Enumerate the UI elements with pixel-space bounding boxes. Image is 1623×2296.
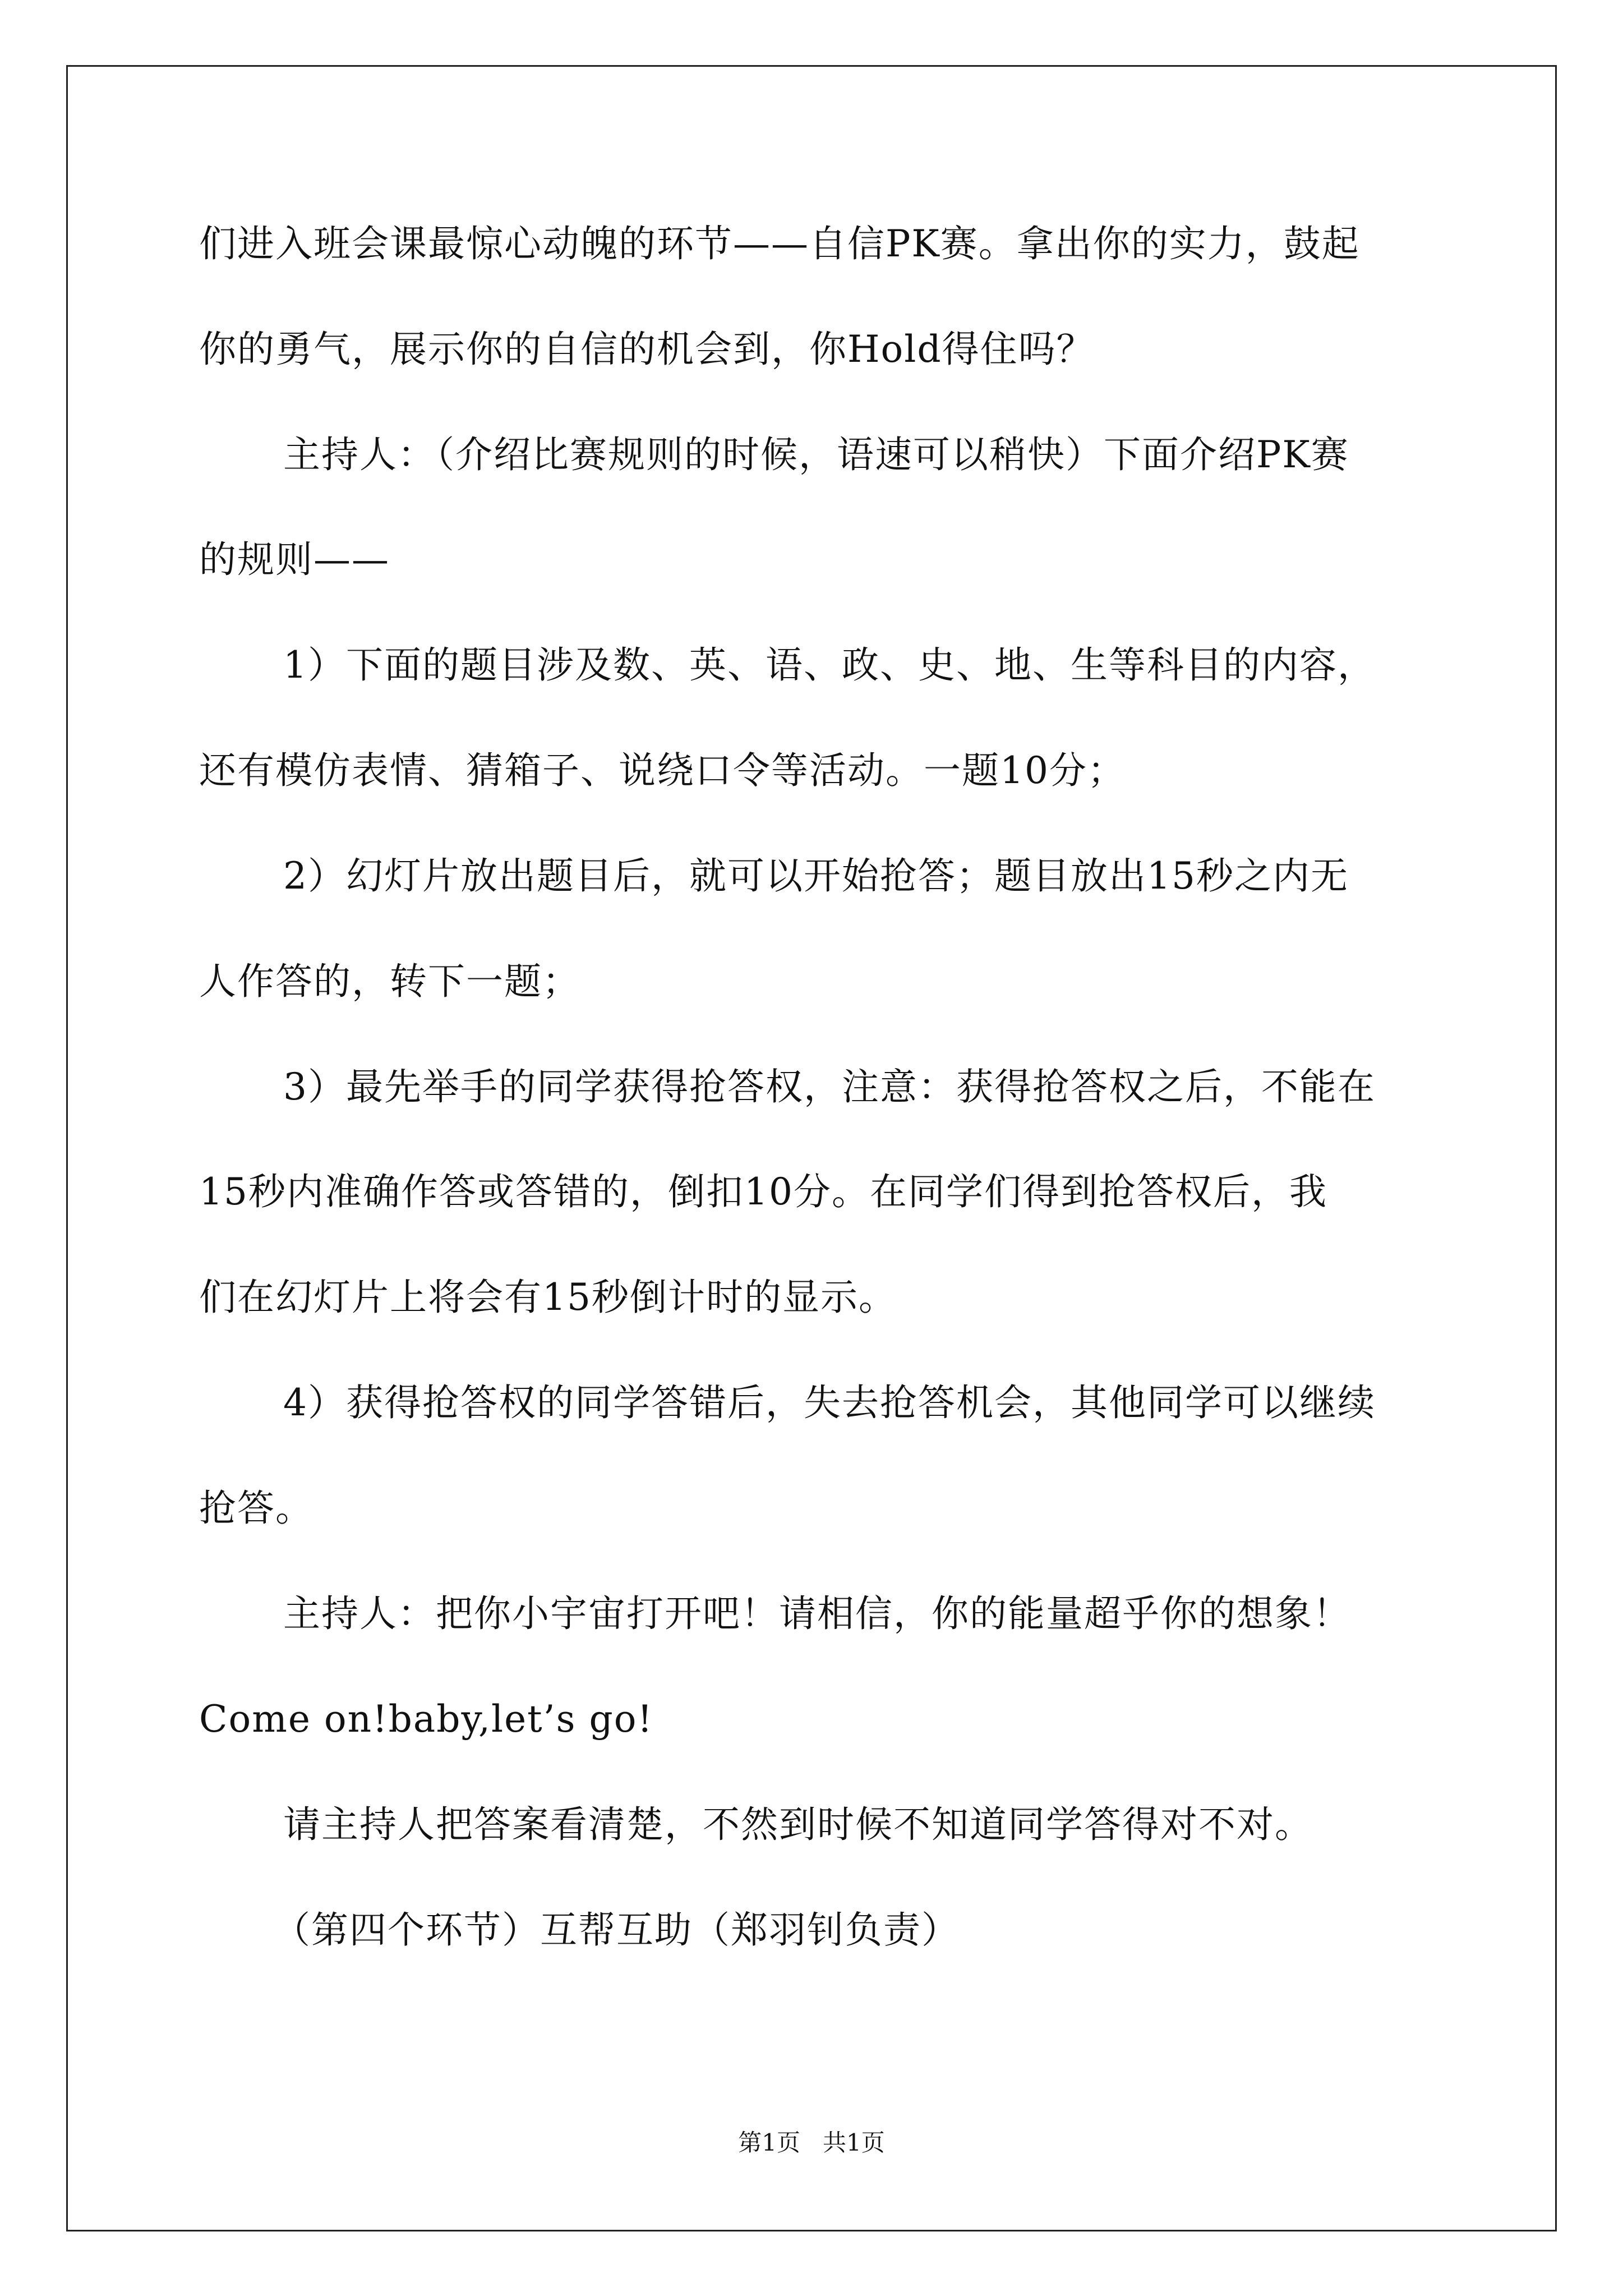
text-line-10: 15秒内准确作答或答错的，倒扣10分。在同学们得到抢答权后，我 [199, 1170, 1327, 1213]
text-line-12: 4）获得抢答权的同学答错后，失去抢答机会，其他同学可以继续 [283, 1381, 1376, 1424]
text-line-15: Come on!baby,let’s go! [199, 1697, 653, 1741]
text-line-4: 的规则—— [199, 538, 390, 581]
text-line-2: 你的勇气，展示你的自信的机会到，你Hold得住吗？ [199, 328, 1095, 371]
text-line-14: 主持人：把你小宇宙打开吧！请相信，你的能量超乎你的想象！ [283, 1592, 1351, 1635]
text-line-13: 抢答。 [199, 1487, 313, 1530]
text-line-7: 2）幻灯片放出题目后，就可以开始抢答；题目放出15秒之内无 [283, 854, 1349, 898]
page-number-footer: 第1页 共1页 [738, 2129, 885, 2156]
text-line-17: （第四个环节）互帮互助（郑羽钊负责） [273, 1908, 960, 1952]
text-line-8: 人作答的，转下一题； [199, 960, 580, 1003]
text-line-6: 还有模仿表情、猜箱子、说绕口令等活动。一题10分； [199, 749, 1126, 792]
text-line-16: 请主持人把答案看清楚，不然到时候不知道同学答得对不对。 [283, 1803, 1313, 1846]
text-line-1: 们进入班会课最惊心动魄的环节——自信PK赛。拿出你的实力，鼓起 [199, 222, 1360, 265]
text-line-5: 1）下面的题目涉及数、英、语、政、史、地、生等科目的内容， [283, 643, 1376, 687]
text-line-11: 们在幻灯片上将会有15秒倒计时的显示。 [199, 1276, 897, 1319]
text-line-9: 3）最先举手的同学获得抢答权，注意：获得抢答权之后，不能在 [283, 1065, 1376, 1108]
text-line-3: 主持人：（介绍比赛规则的时候，语速可以稍快）下面介绍PK赛 [283, 433, 1349, 476]
